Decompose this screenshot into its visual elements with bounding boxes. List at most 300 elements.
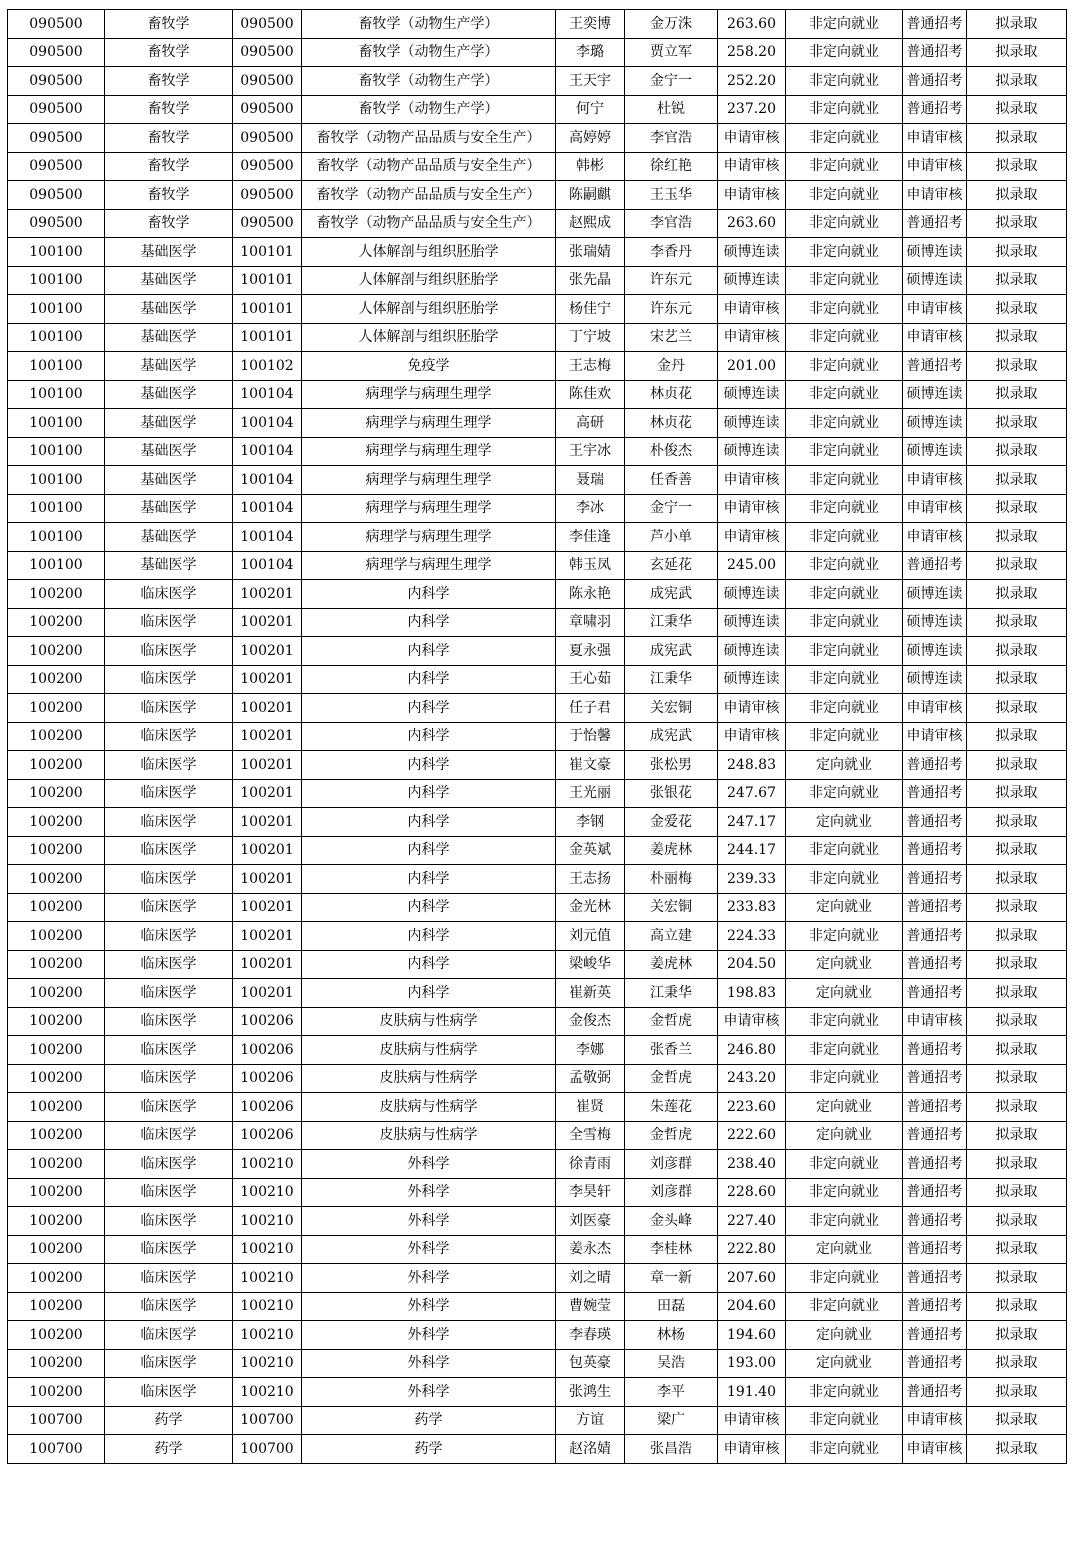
table-row [8, 637, 1067, 666]
supervisor-name-cell: 金宁一 [625, 494, 718, 523]
table-row [8, 409, 1067, 438]
result-cell: 拟录取 [967, 608, 1067, 637]
table-row [8, 1349, 1067, 1378]
discipline-code-cell: 100200 [8, 665, 105, 694]
score-cell: 207.60 [718, 1264, 786, 1293]
score-cell: 237.20 [718, 95, 786, 124]
supervisor-name-cell: 金头峰 [625, 1207, 718, 1236]
major-code-cell: 090500 [233, 67, 302, 96]
admission-type-cell: 申请审核 [903, 466, 967, 495]
student-name-cell: 章啸羽 [556, 608, 625, 637]
major-name-cell: 病理学与病理生理学 [302, 437, 556, 466]
major-name-cell: 外科学 [302, 1292, 556, 1321]
score-cell: 申请审核 [718, 124, 786, 153]
table-row [8, 152, 1067, 181]
discipline-code-cell: 100100 [8, 380, 105, 409]
student-name-cell: 王天宇 [556, 67, 625, 96]
major-name-cell: 外科学 [302, 1235, 556, 1264]
major-name-cell: 内科学 [302, 751, 556, 780]
supervisor-name-cell: 江秉华 [625, 608, 718, 637]
admission-type-cell: 普通招考 [903, 67, 967, 96]
supervisor-name-cell: 江秉华 [625, 979, 718, 1008]
discipline-name-cell: 临床医学 [105, 979, 233, 1008]
discipline-code-cell: 100200 [8, 637, 105, 666]
major-code-cell: 100210 [233, 1207, 302, 1236]
major-code-cell: 100201 [233, 751, 302, 780]
admission-type-cell: 普通招考 [903, 10, 967, 39]
supervisor-name-cell: 杜锐 [625, 95, 718, 124]
result-cell: 拟录取 [967, 1093, 1067, 1122]
major-name-cell: 药学 [302, 1435, 556, 1464]
student-name-cell: 徐青雨 [556, 1150, 625, 1179]
major-code-cell: 100201 [233, 665, 302, 694]
major-name-cell: 畜牧学（动物生产学） [302, 95, 556, 124]
table-row [8, 1406, 1067, 1435]
table-row [8, 1435, 1067, 1464]
table-row [8, 608, 1067, 637]
supervisor-name-cell: 李官浩 [625, 209, 718, 238]
score-cell: 246.80 [718, 1036, 786, 1065]
discipline-name-cell: 临床医学 [105, 1150, 233, 1179]
result-cell: 拟录取 [967, 1321, 1067, 1350]
discipline-code-cell: 100200 [8, 779, 105, 808]
employment-type-cell: 非定向就业 [786, 95, 903, 124]
supervisor-name-cell: 任香善 [625, 466, 718, 495]
student-name-cell: 方谊 [556, 1406, 625, 1435]
major-name-cell: 畜牧学（动物生产学） [302, 67, 556, 96]
score-cell: 申请审核 [718, 494, 786, 523]
employment-type-cell: 非定向就业 [786, 722, 903, 751]
score-cell: 224.33 [718, 922, 786, 951]
discipline-name-cell: 临床医学 [105, 1093, 233, 1122]
table-row [8, 323, 1067, 352]
admission-type-cell: 申请审核 [903, 1406, 967, 1435]
admission-type-cell: 硕博连读 [903, 580, 967, 609]
employment-type-cell: 非定向就业 [786, 1378, 903, 1407]
admission-type-cell: 硕博连读 [903, 637, 967, 666]
admission-type-cell: 普通招考 [903, 1321, 967, 1350]
employment-type-cell: 非定向就业 [786, 266, 903, 295]
major-name-cell: 内科学 [302, 865, 556, 894]
score-cell: 238.40 [718, 1150, 786, 1179]
discipline-name-cell: 临床医学 [105, 950, 233, 979]
discipline-name-cell: 临床医学 [105, 1235, 233, 1264]
major-code-cell: 100700 [233, 1406, 302, 1435]
supervisor-name-cell: 林贞花 [625, 380, 718, 409]
major-code-cell: 090500 [233, 95, 302, 124]
supervisor-name-cell: 金哲虎 [625, 1121, 718, 1150]
discipline-name-cell: 临床医学 [105, 893, 233, 922]
employment-type-cell: 定向就业 [786, 751, 903, 780]
major-name-cell: 人体解剖与组织胚胎学 [302, 266, 556, 295]
discipline-code-cell: 100200 [8, 1207, 105, 1236]
admission-type-cell: 普通招考 [903, 808, 967, 837]
supervisor-name-cell: 张昌浩 [625, 1435, 718, 1464]
employment-type-cell: 非定向就业 [786, 10, 903, 39]
student-name-cell: 张鸿生 [556, 1378, 625, 1407]
employment-type-cell: 非定向就业 [786, 295, 903, 324]
employment-type-cell: 非定向就业 [786, 1207, 903, 1236]
student-name-cell: 刘之晴 [556, 1264, 625, 1293]
major-code-cell: 100210 [233, 1235, 302, 1264]
score-cell: 硕博连读 [718, 437, 786, 466]
admission-type-cell: 申请审核 [903, 523, 967, 552]
score-cell: 248.83 [718, 751, 786, 780]
admission-type-cell: 普通招考 [903, 551, 967, 580]
discipline-name-cell: 畜牧学 [105, 152, 233, 181]
major-name-cell: 内科学 [302, 893, 556, 922]
student-name-cell: 孟敬弼 [556, 1064, 625, 1093]
discipline-code-cell: 100200 [8, 694, 105, 723]
result-cell: 拟录取 [967, 494, 1067, 523]
discipline-name-cell: 基础医学 [105, 551, 233, 580]
major-code-cell: 100104 [233, 466, 302, 495]
score-cell: 硕博连读 [718, 665, 786, 694]
student-name-cell: 韩玉凤 [556, 551, 625, 580]
admission-type-cell: 普通招考 [903, 1378, 967, 1407]
student-name-cell: 任子君 [556, 694, 625, 723]
result-cell: 拟录取 [967, 124, 1067, 153]
discipline-name-cell: 基础医学 [105, 494, 233, 523]
table-row [8, 922, 1067, 951]
major-name-cell: 畜牧学（动物产品品质与安全生产） [302, 209, 556, 238]
supervisor-name-cell: 林杨 [625, 1321, 718, 1350]
discipline-name-cell: 临床医学 [105, 665, 233, 694]
result-cell: 拟录取 [967, 1264, 1067, 1293]
student-name-cell: 李昊轩 [556, 1178, 625, 1207]
employment-type-cell: 非定向就业 [786, 152, 903, 181]
discipline-name-cell: 畜牧学 [105, 124, 233, 153]
score-cell: 191.40 [718, 1378, 786, 1407]
major-code-cell: 100101 [233, 238, 302, 267]
student-name-cell: 王宇冰 [556, 437, 625, 466]
discipline-name-cell: 药学 [105, 1435, 233, 1464]
supervisor-name-cell: 金哲虎 [625, 1007, 718, 1036]
discipline-name-cell: 基础医学 [105, 266, 233, 295]
major-code-cell: 100206 [233, 1121, 302, 1150]
admission-type-cell: 硕博连读 [903, 608, 967, 637]
supervisor-name-cell: 田磊 [625, 1292, 718, 1321]
major-name-cell: 内科学 [302, 922, 556, 951]
score-cell: 245.00 [718, 551, 786, 580]
discipline-code-cell: 090500 [8, 38, 105, 67]
student-name-cell: 王光丽 [556, 779, 625, 808]
admission-type-cell: 普通招考 [903, 1036, 967, 1065]
score-cell: 申请审核 [718, 694, 786, 723]
table-row [8, 893, 1067, 922]
employment-type-cell: 非定向就业 [786, 608, 903, 637]
major-name-cell: 内科学 [302, 950, 556, 979]
score-cell: 244.17 [718, 836, 786, 865]
major-code-cell: 100104 [233, 380, 302, 409]
discipline-name-cell: 临床医学 [105, 751, 233, 780]
supervisor-name-cell: 刘彦群 [625, 1150, 718, 1179]
score-cell: 申请审核 [718, 466, 786, 495]
supervisor-name-cell: 梁广 [625, 1406, 718, 1435]
employment-type-cell: 非定向就业 [786, 1406, 903, 1435]
major-name-cell: 外科学 [302, 1150, 556, 1179]
discipline-name-cell: 临床医学 [105, 1064, 233, 1093]
result-cell: 拟录取 [967, 323, 1067, 352]
supervisor-name-cell: 姜虎林 [625, 950, 718, 979]
supervisor-name-cell: 李桂林 [625, 1235, 718, 1264]
discipline-code-cell: 100200 [8, 608, 105, 637]
supervisor-name-cell: 关宏铜 [625, 694, 718, 723]
employment-type-cell: 定向就业 [786, 1321, 903, 1350]
table-row [8, 1292, 1067, 1321]
major-name-cell: 病理学与病理生理学 [302, 494, 556, 523]
employment-type-cell: 非定向就业 [786, 836, 903, 865]
result-cell: 拟录取 [967, 380, 1067, 409]
supervisor-name-cell: 张香兰 [625, 1036, 718, 1065]
employment-type-cell: 非定向就业 [786, 580, 903, 609]
discipline-code-cell: 100200 [8, 1121, 105, 1150]
major-name-cell: 皮肤病与性病学 [302, 1093, 556, 1122]
score-cell: 申请审核 [718, 323, 786, 352]
major-name-cell: 内科学 [302, 665, 556, 694]
table-row [8, 295, 1067, 324]
discipline-code-cell: 100100 [8, 466, 105, 495]
employment-type-cell: 非定向就业 [786, 124, 903, 153]
employment-type-cell: 定向就业 [786, 893, 903, 922]
student-name-cell: 杨佳宁 [556, 295, 625, 324]
discipline-name-cell: 基础医学 [105, 409, 233, 438]
major-name-cell: 免疫学 [302, 352, 556, 381]
admission-type-cell: 普通招考 [903, 979, 967, 1008]
supervisor-name-cell: 金宁一 [625, 67, 718, 96]
discipline-code-cell: 100100 [8, 266, 105, 295]
table-row [8, 209, 1067, 238]
result-cell: 拟录取 [967, 1235, 1067, 1264]
score-cell: 硕博连读 [718, 637, 786, 666]
score-cell: 228.60 [718, 1178, 786, 1207]
result-cell: 拟录取 [967, 979, 1067, 1008]
table-row [8, 1178, 1067, 1207]
employment-type-cell: 非定向就业 [786, 922, 903, 951]
admission-type-cell: 普通招考 [903, 1093, 967, 1122]
major-code-cell: 100201 [233, 950, 302, 979]
major-code-cell: 100201 [233, 608, 302, 637]
student-name-cell: 李钢 [556, 808, 625, 837]
admission-type-cell: 申请审核 [903, 124, 967, 153]
employment-type-cell: 非定向就业 [786, 181, 903, 210]
major-name-cell: 皮肤病与性病学 [302, 1064, 556, 1093]
discipline-code-cell: 100200 [8, 1093, 105, 1122]
score-cell: 227.40 [718, 1207, 786, 1236]
admission-type-cell: 普通招考 [903, 1064, 967, 1093]
employment-type-cell: 非定向就业 [786, 67, 903, 96]
result-cell: 拟录取 [967, 865, 1067, 894]
major-code-cell: 100210 [233, 1349, 302, 1378]
discipline-name-cell: 基础医学 [105, 295, 233, 324]
table-row [8, 1378, 1067, 1407]
result-cell: 拟录取 [967, 1121, 1067, 1150]
major-name-cell: 畜牧学（动物生产学） [302, 38, 556, 67]
student-name-cell: 金英斌 [556, 836, 625, 865]
discipline-name-cell: 临床医学 [105, 836, 233, 865]
student-name-cell: 张先晶 [556, 266, 625, 295]
student-name-cell: 高研 [556, 409, 625, 438]
table-row [8, 1036, 1067, 1065]
discipline-name-cell: 临床医学 [105, 1178, 233, 1207]
discipline-code-cell: 100200 [8, 865, 105, 894]
student-name-cell: 曹婉莹 [556, 1292, 625, 1321]
student-name-cell: 崔贤 [556, 1093, 625, 1122]
student-name-cell: 梁峻华 [556, 950, 625, 979]
admission-type-cell: 普通招考 [903, 893, 967, 922]
discipline-code-cell: 100100 [8, 352, 105, 381]
supervisor-name-cell: 吴浩 [625, 1349, 718, 1378]
major-code-cell: 100102 [233, 352, 302, 381]
result-cell: 拟录取 [967, 722, 1067, 751]
major-name-cell: 外科学 [302, 1321, 556, 1350]
discipline-code-cell: 090500 [8, 67, 105, 96]
score-cell: 263.60 [718, 10, 786, 39]
major-name-cell: 畜牧学（动物产品品质与安全生产） [302, 181, 556, 210]
discipline-name-cell: 临床医学 [105, 694, 233, 723]
major-name-cell: 人体解剖与组织胚胎学 [302, 323, 556, 352]
admission-type-cell: 普通招考 [903, 779, 967, 808]
major-name-cell: 皮肤病与性病学 [302, 1036, 556, 1065]
result-cell: 拟录取 [967, 10, 1067, 39]
score-cell: 申请审核 [718, 1406, 786, 1435]
employment-type-cell: 定向就业 [786, 1349, 903, 1378]
table-row [8, 523, 1067, 552]
major-code-cell: 100201 [233, 722, 302, 751]
result-cell: 拟录取 [967, 751, 1067, 780]
score-cell: 239.33 [718, 865, 786, 894]
discipline-code-cell: 100200 [8, 922, 105, 951]
employment-type-cell: 非定向就业 [786, 352, 903, 381]
discipline-name-cell: 基础医学 [105, 437, 233, 466]
supervisor-name-cell: 王玉华 [625, 181, 718, 210]
discipline-name-cell: 临床医学 [105, 1121, 233, 1150]
major-name-cell: 病理学与病理生理学 [302, 523, 556, 552]
employment-type-cell: 非定向就业 [786, 637, 903, 666]
major-code-cell: 100206 [233, 1093, 302, 1122]
result-cell: 拟录取 [967, 779, 1067, 808]
table-row [8, 1121, 1067, 1150]
discipline-code-cell: 100100 [8, 523, 105, 552]
employment-type-cell: 非定向就业 [786, 523, 903, 552]
discipline-name-cell: 畜牧学 [105, 38, 233, 67]
supervisor-name-cell: 刘彦群 [625, 1178, 718, 1207]
major-code-cell: 100210 [233, 1150, 302, 1179]
table-row [8, 494, 1067, 523]
supervisor-name-cell: 李香丹 [625, 238, 718, 267]
score-cell: 硕博连读 [718, 608, 786, 637]
score-cell: 233.83 [718, 893, 786, 922]
major-name-cell: 外科学 [302, 1207, 556, 1236]
discipline-code-cell: 100700 [8, 1406, 105, 1435]
result-cell: 拟录取 [967, 437, 1067, 466]
major-code-cell: 100210 [233, 1292, 302, 1321]
supervisor-name-cell: 江秉华 [625, 665, 718, 694]
major-name-cell: 内科学 [302, 694, 556, 723]
score-cell: 198.83 [718, 979, 786, 1008]
employment-type-cell: 非定向就业 [786, 38, 903, 67]
supervisor-name-cell: 章一新 [625, 1264, 718, 1293]
table-row [8, 352, 1067, 381]
discipline-name-cell: 临床医学 [105, 779, 233, 808]
admission-type-cell: 普通招考 [903, 352, 967, 381]
supervisor-name-cell: 许东元 [625, 295, 718, 324]
table-row [8, 238, 1067, 267]
table-row [8, 1093, 1067, 1122]
supervisor-name-cell: 林贞花 [625, 409, 718, 438]
discipline-code-cell: 100100 [8, 238, 105, 267]
major-name-cell: 内科学 [302, 836, 556, 865]
student-name-cell: 王志梅 [556, 352, 625, 381]
result-cell: 拟录取 [967, 181, 1067, 210]
major-name-cell: 内科学 [302, 979, 556, 1008]
supervisor-name-cell: 许东元 [625, 266, 718, 295]
employment-type-cell: 非定向就业 [786, 665, 903, 694]
discipline-name-cell: 临床医学 [105, 637, 233, 666]
score-cell: 222.60 [718, 1121, 786, 1150]
discipline-code-cell: 090500 [8, 209, 105, 238]
discipline-code-cell: 090500 [8, 10, 105, 39]
major-code-cell: 100206 [233, 1007, 302, 1036]
score-cell: 硕博连读 [718, 238, 786, 267]
major-code-cell: 090500 [233, 38, 302, 67]
major-name-cell: 内科学 [302, 808, 556, 837]
score-cell: 193.00 [718, 1349, 786, 1378]
admission-type-cell: 申请审核 [903, 1007, 967, 1036]
score-cell: 申请审核 [718, 523, 786, 552]
score-cell: 申请审核 [718, 152, 786, 181]
score-cell: 222.80 [718, 1235, 786, 1264]
admission-type-cell: 硕博连读 [903, 409, 967, 438]
supervisor-name-cell: 金爱花 [625, 808, 718, 837]
table-row [8, 95, 1067, 124]
major-name-cell: 内科学 [302, 637, 556, 666]
table-row [8, 124, 1067, 153]
discipline-name-cell: 临床医学 [105, 808, 233, 837]
student-name-cell: 张瑞婧 [556, 238, 625, 267]
admission-type-cell: 普通招考 [903, 1207, 967, 1236]
table-row [8, 10, 1067, 39]
employment-type-cell: 非定向就业 [786, 694, 903, 723]
major-name-cell: 内科学 [302, 722, 556, 751]
major-code-cell: 100104 [233, 523, 302, 552]
discipline-name-cell: 药学 [105, 1406, 233, 1435]
student-name-cell: 李春瑛 [556, 1321, 625, 1350]
student-name-cell: 王心茹 [556, 665, 625, 694]
student-name-cell: 陈嗣麒 [556, 181, 625, 210]
admission-type-cell: 申请审核 [903, 494, 967, 523]
result-cell: 拟录取 [967, 922, 1067, 951]
table-row [8, 181, 1067, 210]
major-code-cell: 100104 [233, 551, 302, 580]
admission-type-cell: 硕博连读 [903, 665, 967, 694]
discipline-code-cell: 100200 [8, 1178, 105, 1207]
admission-type-cell: 普通招考 [903, 1292, 967, 1321]
major-code-cell: 090500 [233, 152, 302, 181]
result-cell: 拟录取 [967, 893, 1067, 922]
score-cell: 硕博连读 [718, 266, 786, 295]
supervisor-name-cell: 李平 [625, 1378, 718, 1407]
employment-type-cell: 定向就业 [786, 1121, 903, 1150]
discipline-code-cell: 100200 [8, 580, 105, 609]
result-cell: 拟录取 [967, 67, 1067, 96]
score-cell: 204.60 [718, 1292, 786, 1321]
discipline-name-cell: 畜牧学 [105, 10, 233, 39]
result-cell: 拟录取 [967, 238, 1067, 267]
table-row [8, 551, 1067, 580]
student-name-cell: 李璐 [556, 38, 625, 67]
admission-type-cell: 普通招考 [903, 751, 967, 780]
